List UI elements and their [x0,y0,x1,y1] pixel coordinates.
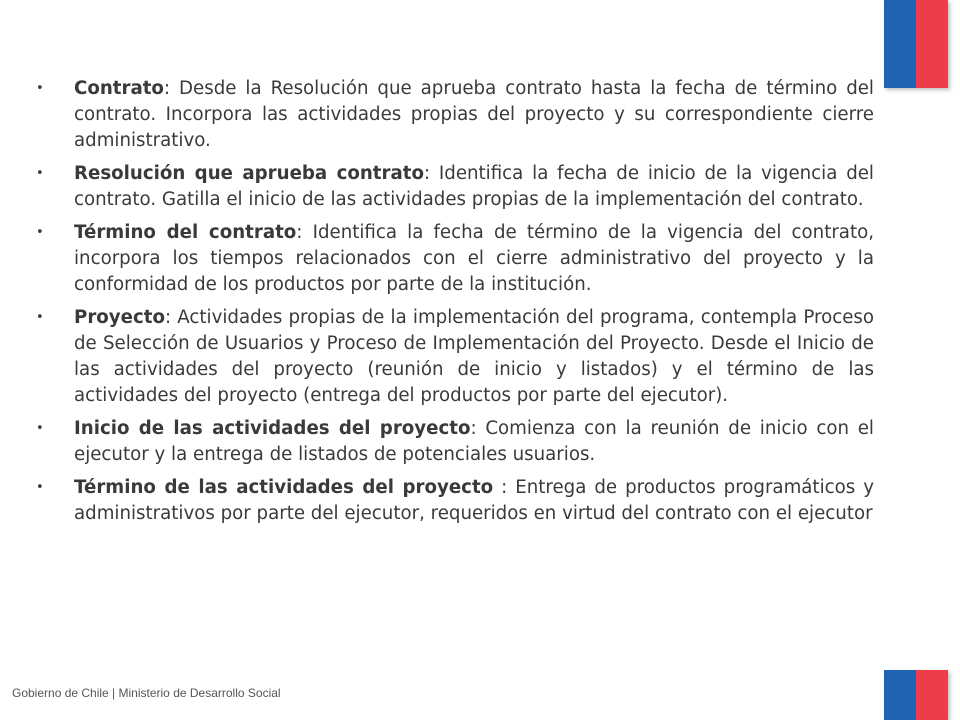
bullet-separator: : [163,78,180,99]
bullet-term: Inicio de las actividades del proyecto [74,418,471,439]
flag-emblem-bottom [884,670,948,720]
bullet-term: Término de las actividades del proyecto [74,477,494,498]
bullet-termino-contrato [36,220,874,298]
flag-red-band [916,670,948,720]
bullet-text: Entrega de productos programáticos y administrativos por parte del ejecutor, requeridos en virtud del contrato con el ejecutor [74,477,874,524]
bullet-icon: • [36,81,44,96]
bullet-term: Resolución que aprueba contrato [74,163,424,184]
bullet-termino-actividades [36,475,874,527]
bullet-icon: • [36,480,44,495]
bullet-text: Desde la Resolución que aprueba contrato hasta la fecha de término del contrato. Incorpora las actividades propias del proyecto y su correspondiente cierre administrativo. [74,78,874,151]
bullet-separator: : [423,163,439,184]
flag-blue-band [884,0,916,88]
bullet-icon: • [36,421,44,436]
bullet-term: Proyecto [74,307,165,328]
bullet-text: Actividades propias de la implementación del programa, contempla Proceso de Selección de Usuarios y Proceso de Implementación del Proyecto. Desde el Inicio de las actividades del proyecto (reunión de inicio y listados) y el término de las actividades del proyecto (entrega del productos por parte del ejecutor). [74,307,874,406]
bullet-text: Comienza con la reunión de inicio con el ejecutor y la entrega de listados de potenciales usuarios. [74,418,874,465]
footer-credit: Gobierno de Chile | Ministerio de Desarrollo Social [12,686,281,700]
bullet-text: Identifica la fecha de término de la vigencia del contrato, incorpora los tiempos relacionados con el cierre administrativo del proyecto y la conformidad de los productos por parte de la institución. [74,222,874,295]
definition-list [36,76,874,527]
bullet-separator: : [493,477,516,498]
bullet-separator: : [470,418,486,439]
bullet-inicio-actividades [36,416,874,468]
bullet-text: Identifica la fecha de inicio de la vigencia del contrato. Gatilla el inicio de las actividades propias de la implementación del contrato. [74,163,874,210]
bullet-icon: • [36,310,44,325]
bullet-term: Término del contrato [74,222,297,243]
slide-content [36,76,874,534]
flag-red-band [916,0,948,88]
flag-emblem-top [884,0,948,88]
bullet-separator: : [296,222,313,243]
bullet-proyecto [36,305,874,409]
bullet-separator: : [164,307,178,328]
bullet-contrato [36,76,874,154]
bullet-icon: • [36,166,44,181]
flag-blue-band [884,670,916,720]
bullet-term: Contrato [74,78,164,99]
bullet-resolucion [36,161,874,213]
bullet-icon: • [36,225,44,240]
